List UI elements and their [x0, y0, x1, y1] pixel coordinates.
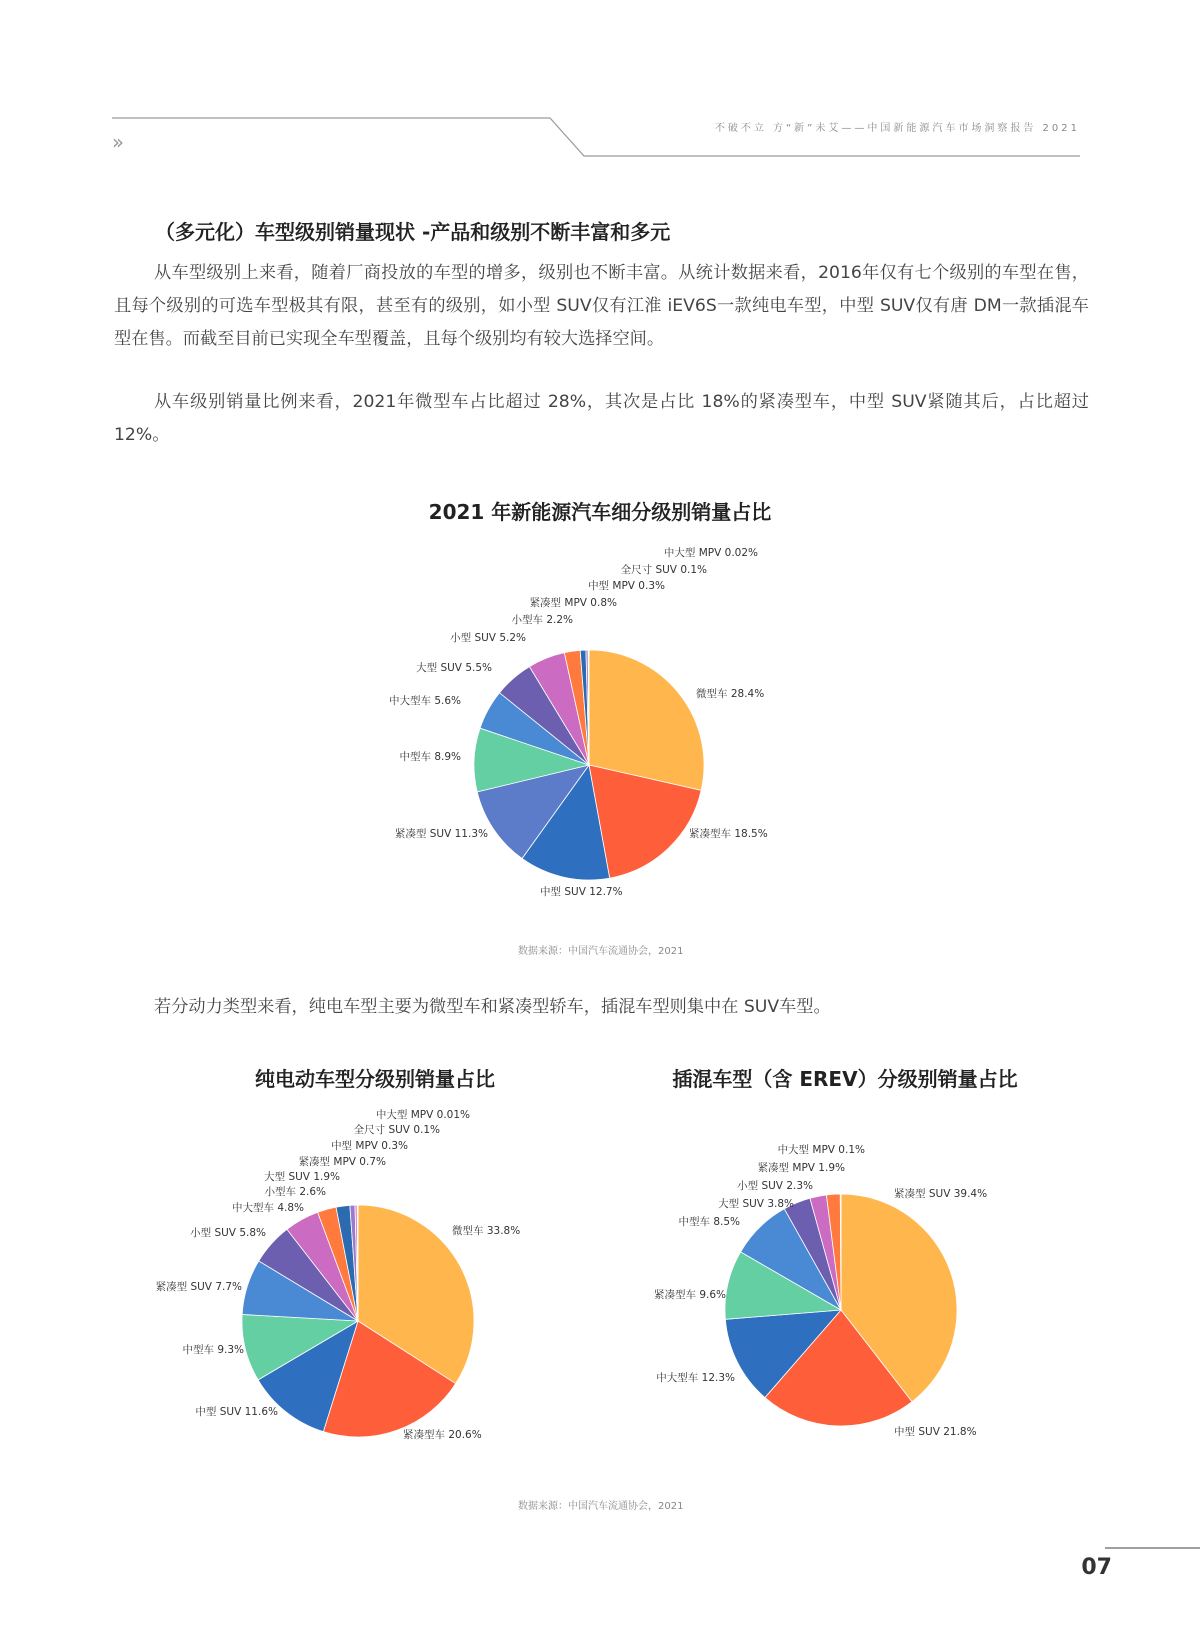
pie1-label-5: 中大型车 5.6%: [388, 695, 461, 707]
pie2-chart: [156, 1108, 521, 1441]
pie3-chart: [654, 1143, 987, 1438]
chart-2-3-source: 数据来源：中国汽车流通协会，2021: [518, 1501, 684, 1512]
pie1-label-4: 中型车 8.9%: [399, 751, 461, 763]
chart-1-source: 数据来源：中国汽车流通协会，2021: [518, 946, 684, 957]
pie3-label-2: 中大型车 12.3%: [656, 1372, 735, 1384]
pie2-label-2: 中型 SUV 11.6%: [195, 1406, 278, 1418]
pie2-label-8: 大型 SUV 1.9%: [264, 1171, 340, 1183]
pie2-label-0: 微型车 33.8%: [452, 1225, 521, 1237]
pie2-label-10: 中型 MPV 0.3%: [331, 1140, 408, 1152]
page-number-rule: [1105, 1546, 1200, 1550]
pie1-label-0: 微型车 28.4%: [696, 688, 765, 700]
pie3-label-0: 紧凑型 SUV 39.4%: [894, 1188, 988, 1200]
pie2-label-12: 中大型 MPV 0.01%: [375, 1109, 470, 1121]
pie3-label-8: 中大型 MPV 0.1%: [777, 1144, 865, 1156]
double-chevron-right-icon: ››: [112, 130, 120, 154]
pie3-label-7: 紧凑型 MPV 1.9%: [757, 1162, 845, 1174]
pie2-label-1: 紧凑型车 20.6%: [403, 1429, 482, 1441]
pie1-chart: [389, 546, 768, 898]
pie1-label-8: 小型车 2.2%: [511, 614, 573, 626]
section-title: （多元化）车型级别销量现状 -产品和级别不断丰富和多元: [155, 220, 671, 244]
pie1-label-6: 大型 SUV 5.5%: [416, 662, 492, 674]
paragraph-powertrain: 若分动力类型来看，纯电车型主要为微型车和紧凑型轿车，插混车型则集中在 SUV车型。: [154, 997, 831, 1017]
pie3-label-5: 大型 SUV 3.8%: [718, 1198, 794, 1210]
pie1-label-3: 紧凑型 SUV 11.3%: [394, 828, 488, 840]
report-header-title: 不破不立 方“新”未艾——中国新能源汽车市场洞察报告 2021: [714, 123, 1080, 134]
pie3-label-4: 中型车 8.5%: [678, 1216, 740, 1228]
pie2-label-7: 小型车 2.6%: [264, 1186, 326, 1198]
chart-3-title: 插混车型（含 EREV）分级别销量占比: [672, 1067, 1018, 1091]
pie3-label-6: 小型 SUV 2.3%: [737, 1180, 813, 1192]
paragraph-share: 从车级别销量比例来看，2021年微型车占比超过 28%，其次是占比 18%的紧凑型车，中型 SUV紧随其后，占比超过 12%。: [114, 392, 1089, 445]
pie1-label-9: 紧凑型 MPV 0.8%: [529, 597, 617, 609]
pie1-label-11: 全尺寸 SUV 0.1%: [620, 564, 707, 576]
paragraph-levels: 从车型级别上来看，随着厂商投放的车型的增多，级别也不断丰富。从统计数据来看，2016年仅有七个级别的车型在售，且每个级别的可选车型极其有限，甚至有的级别，如小型 SUV仅有江淮 iEV6S一款纯电车型，中型 SUV仅有唐 DM一款插混车型在售。而截至目前已实现全车型覆盖，且每个级别均有较大选择空间。: [114, 263, 1089, 349]
chart-2-title: 纯电动车型分级别销量占比: [255, 1067, 495, 1091]
pie2-label-5: 小型 SUV 5.8%: [190, 1227, 266, 1239]
pie2-label-9: 紧凑型 MPV 0.7%: [298, 1156, 386, 1168]
pie2-label-6: 中大型车 4.8%: [231, 1202, 304, 1214]
pie3-label-1: 中型 SUV 21.8%: [894, 1426, 977, 1438]
pie2-label-4: 紧凑型 SUV 7.7%: [155, 1281, 242, 1293]
pie2-label-11: 全尺寸 SUV 0.1%: [353, 1124, 440, 1136]
pie1-label-12: 中大型 MPV 0.02%: [663, 547, 758, 559]
pie1-label-1: 紧凑型车 18.5%: [689, 828, 768, 840]
chart-1-title: 2021 年新能源汽车细分级别销量占比: [428, 500, 772, 524]
pie1-label-7: 小型 SUV 5.2%: [450, 632, 526, 644]
page-number: 07: [1081, 1555, 1112, 1580]
pie1-label-10: 中型 MPV 0.3%: [588, 580, 665, 592]
pie1-label-2: 中型 SUV 12.7%: [540, 886, 623, 898]
pie3-label-3: 紧凑型车 9.6%: [653, 1289, 726, 1301]
pie2-label-3: 中型车 9.3%: [182, 1344, 244, 1356]
